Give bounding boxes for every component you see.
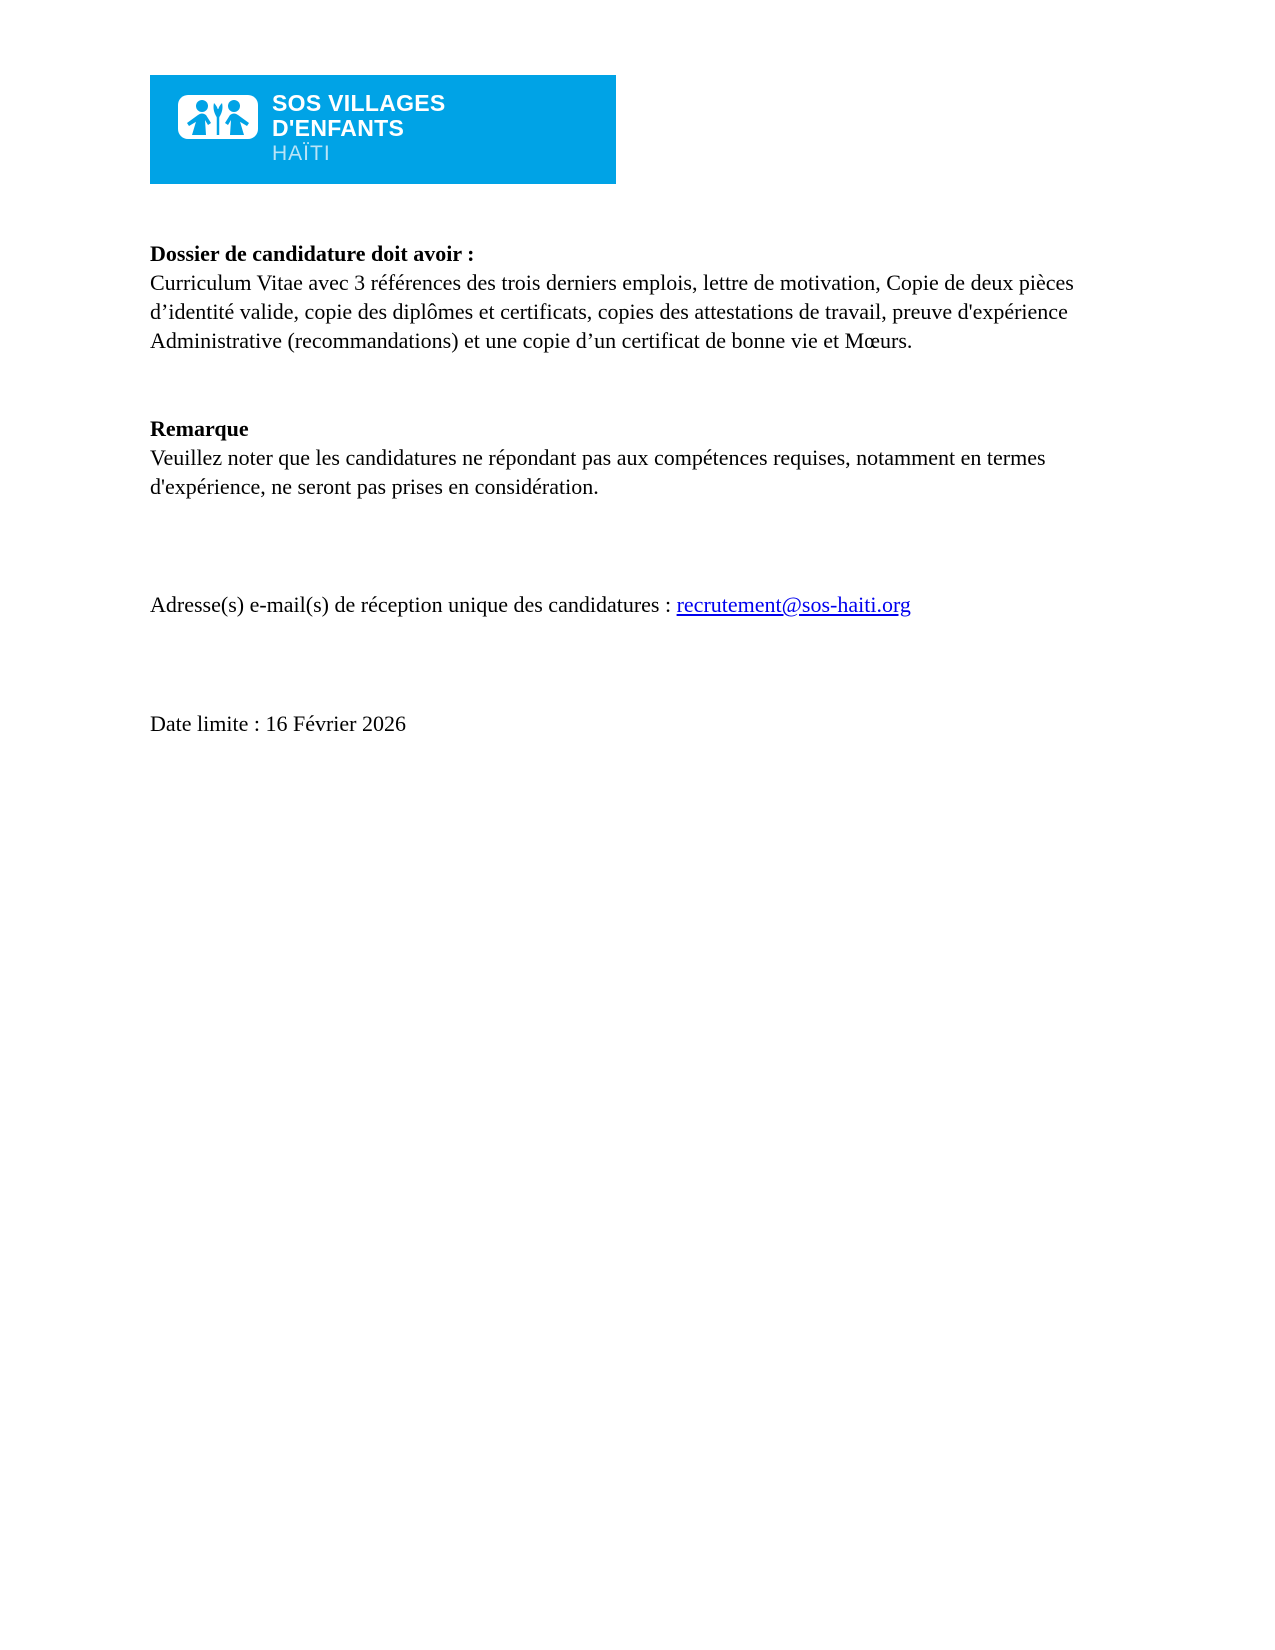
deadline-line xyxy=(150,709,1130,738)
logo-line-1: SOS VILLAGES xyxy=(272,90,446,116)
requirements-text: Curriculum Vitae avec 3 références des trois derniers emplois, lettre de motivation, Copie de deux pièces d’identité valide, copie des diplômes et certificats, copies des attestations de travail, preuve d'expérience Administrative (recommandations) et une copie d’un certificat de bonne vie et Mœurs. xyxy=(150,270,1074,353)
contact-line xyxy=(150,590,1130,619)
deadline-text: Date limite : 16 Février 2026 xyxy=(150,711,406,736)
contact-label: Adresse(s) e-mail(s) de réception unique des candidatures : xyxy=(150,592,677,617)
remark-text: Veuillez noter que les candidatures ne répondant pas aux compétences requises, notamment en termes d'expérience, ne seront pas prises en considération. xyxy=(150,445,1046,499)
logo-text xyxy=(272,91,446,166)
logo-country: HAÏTI xyxy=(272,142,331,165)
requirements-section xyxy=(150,239,1130,355)
remark-heading: Remarque xyxy=(150,416,249,441)
remark-section xyxy=(150,414,1130,501)
sos-children-emblem-icon xyxy=(178,95,258,139)
requirements-heading: Dossier de candidature doit avoir : xyxy=(150,241,475,266)
email-link[interactable]: recrutement@sos-haiti.org xyxy=(676,592,911,617)
logo-banner xyxy=(150,75,616,184)
logo-line-2: D'ENFANTS xyxy=(272,115,405,141)
